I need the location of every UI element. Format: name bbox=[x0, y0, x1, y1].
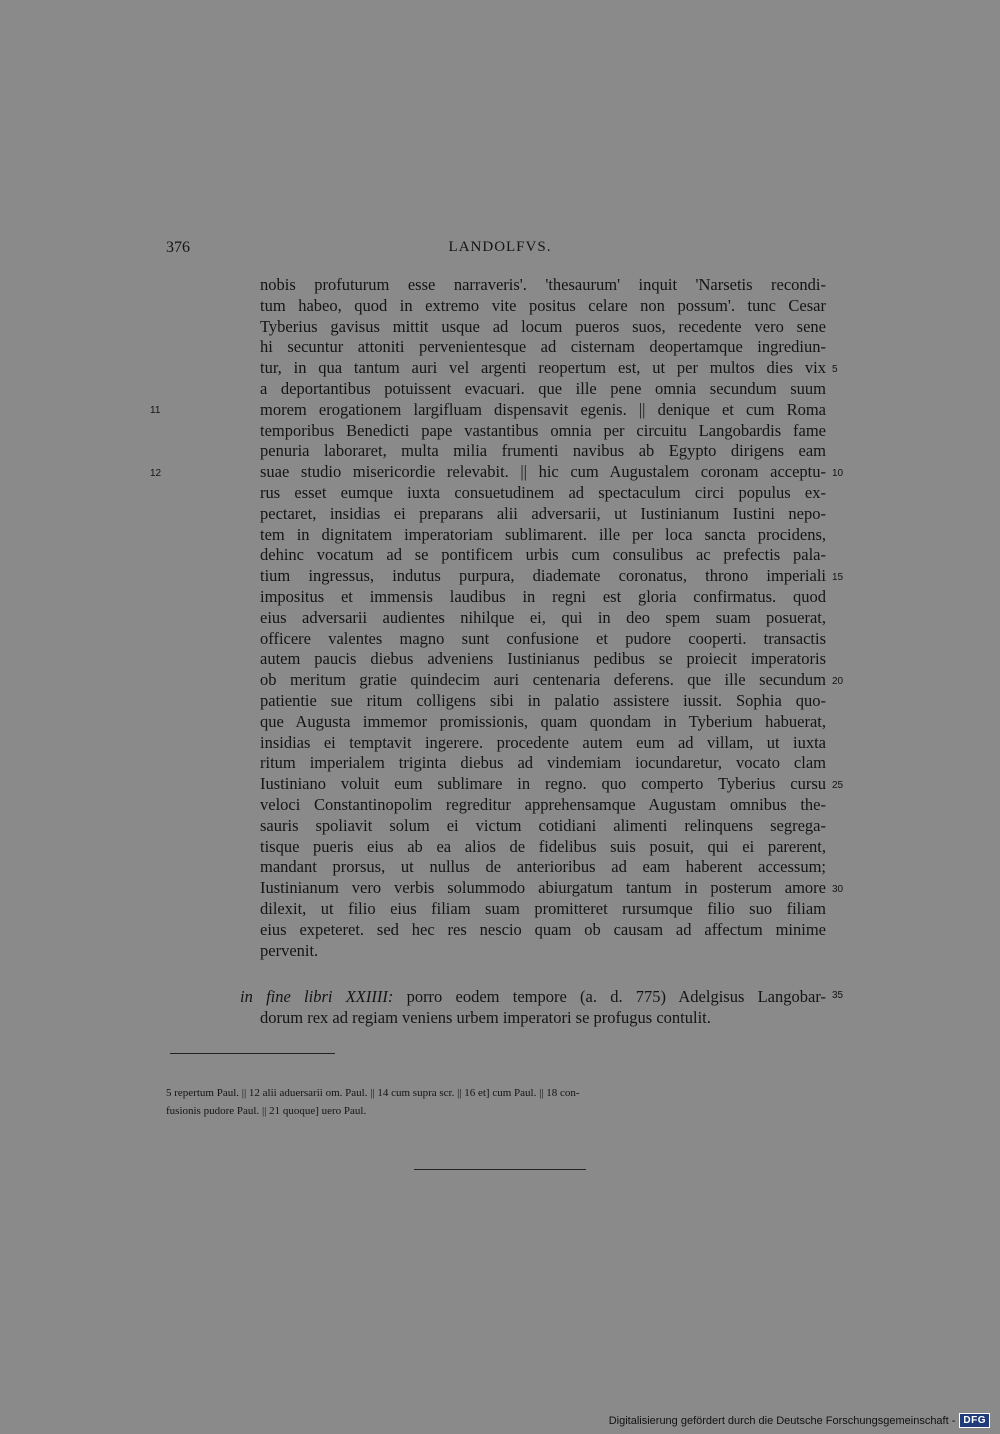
text-line: ob meritum gratie quindecim auri centenaria deferens. que ille secundum bbox=[260, 670, 826, 690]
text-line: tum habeo, quod in extremo vite positus celare non possum'. tunc Cesar bbox=[260, 295, 826, 315]
text-line: insidias ei temptavit ingerere. procedente autem eum ad villam, ut iuxta bbox=[260, 732, 826, 752]
page-number: 376 bbox=[166, 239, 190, 256]
text-line: dehinc vocatum ad se pontificem urbis cum consulibus ac prefectis pala- bbox=[260, 545, 826, 565]
text-line: mandant prorsus, ut nullus de anterioribus ad eam haberent accessum; bbox=[260, 857, 826, 877]
text-line: temporibus Benedicti pape vastantibus omnia per circuitu Langobardis fame bbox=[260, 420, 826, 440]
text-line: eius adversarii audientes nihilque ei, qui in deo spem suam posuerat, bbox=[260, 607, 826, 627]
text-line: que Augusta immemor promissionis, quam quondam in Tyberium habuerat, bbox=[260, 711, 826, 731]
left-margin-number: 11 bbox=[150, 405, 161, 416]
critical-apparatus bbox=[166, 1084, 826, 1120]
apparatus-line: 5 repertum Paul. || 12 alii aduersarii om. Paul. || 14 cum supra scr. || 16 et] cum Paul. || 18 con- bbox=[166, 1087, 580, 1099]
running-head: LANDOLFVS. bbox=[448, 239, 552, 255]
credit-text: Digitalisierung gefördert durch die Deutsche Forschungsgemeinschaft - bbox=[608, 1414, 956, 1427]
left-margin-number: 12 bbox=[150, 468, 162, 479]
text-line: hi secuntur attoniti pervenientesque ad cisternam deopertamque ingrediun- bbox=[260, 337, 826, 357]
appendix bbox=[240, 986, 826, 1028]
footer-credit bbox=[609, 1413, 990, 1428]
dfg-logo: DFG bbox=[959, 1413, 990, 1428]
text-line: suae studio misericordie relevabit. || hic cum Augustalem coronam acceptu- bbox=[260, 462, 826, 482]
right-margin-number: 15 bbox=[832, 572, 844, 583]
text-line: officere valentes magno sunt confusione et pudore cooperti. transactis bbox=[260, 628, 826, 648]
footnote-rule bbox=[170, 1053, 335, 1054]
main-text-block bbox=[260, 275, 826, 961]
right-margin-number: 20 bbox=[832, 676, 844, 687]
text-line: tur, in qua tantum auri vel argenti reopertum est, ut per multos dies vix bbox=[260, 358, 826, 378]
text-line: tium ingressus, indutus purpura, diademate coronatus, throno imperiali bbox=[260, 566, 826, 586]
appendix-text: porro eodem tempore (a. d. 775) Adelgisus Langobar- bbox=[406, 987, 826, 1006]
text-line: tisque pueris eius ab ea alios de fidelibus suis posuit, qui ei parerent, bbox=[260, 836, 826, 856]
text-line: sauris spoliavit solum ei victum cotidiani alimenti relinquens segrega- bbox=[260, 815, 826, 835]
text-line: Iustiniano voluit eum sublimare in regno. quo comperto Tyberius cursu bbox=[260, 774, 826, 794]
right-margin-number: 25 bbox=[832, 780, 844, 791]
text-line: penuria laboraret, multa milia frumenti navibus ab Egypto dirigens eam bbox=[260, 441, 826, 461]
apparatus-line: fusionis pudore Paul. || 21 quoque] uero Paul. bbox=[166, 1105, 367, 1117]
text-line: patientie sue ritum colligens sibi in palatio assistere iussit. Sophia quo- bbox=[260, 690, 826, 710]
right-margin-number: 5 bbox=[832, 364, 838, 375]
text-line: a deportantibus potuissent evacuari. que ille pene omnia secundum suum bbox=[260, 378, 826, 398]
text-line: tem in dignitatem imperatoriam sublimarent. ille per loca sancta procidens, bbox=[260, 524, 826, 544]
appendix-label: in fine libri XXIIII: bbox=[240, 987, 394, 1006]
text-line: dilexit, ut filio eius filiam suam promitteret rursumque filio suo filiam bbox=[260, 898, 826, 918]
right-margin-number: 10 bbox=[832, 468, 844, 479]
text-line: pectaret, insidias ei preparans alii adversarii, ut Iustinianum Iustini nepo- bbox=[260, 503, 826, 523]
text-line: ritum imperialem triginta diebus ad vindemiam iocundaretur, vocato clam bbox=[260, 753, 826, 773]
text-line: impositus et immensis laudibus in regni est gloria confirmatus. quod bbox=[260, 586, 826, 606]
end-rule bbox=[414, 1169, 586, 1170]
text-line: veloci Constantinopolim regreditur apprehensamque Augustam omnibus the- bbox=[260, 794, 826, 814]
appendix-line: dorum rex ad regiam veniens urbem imperatori se profugus contulit. bbox=[260, 1008, 711, 1027]
text-line: Tyberius gavisus mittit usque ad locum pueros suos, recedente vero sene bbox=[260, 316, 826, 336]
text-line: autem paucis diebus adveniens Iustinianus pedibus se proiecit imperatoris bbox=[260, 649, 826, 669]
right-margin-number: 30 bbox=[832, 884, 844, 895]
text-line: morem erogationem largifluam dispensavit egenis. || denique et cum Roma bbox=[260, 399, 826, 419]
text-line: nobis profuturum esse narraveris'. 'thesaurum' inquit 'Narsetis recondi- bbox=[260, 275, 826, 294]
text-line: pervenit. bbox=[260, 940, 319, 960]
text-line: eius expeteret. sed hec res nescio quam ob causam ad affectum minime bbox=[260, 919, 826, 939]
right-margin-number: 35 bbox=[832, 990, 844, 1001]
appendix-line bbox=[240, 986, 826, 1007]
text-line: Iustinianum vero verbis solummodo abiurgatum tantum in posterum amore bbox=[260, 878, 826, 898]
text-line: rus esset eumque iuxta consuetudinem ad spectaculum circi populus ex- bbox=[260, 482, 826, 502]
